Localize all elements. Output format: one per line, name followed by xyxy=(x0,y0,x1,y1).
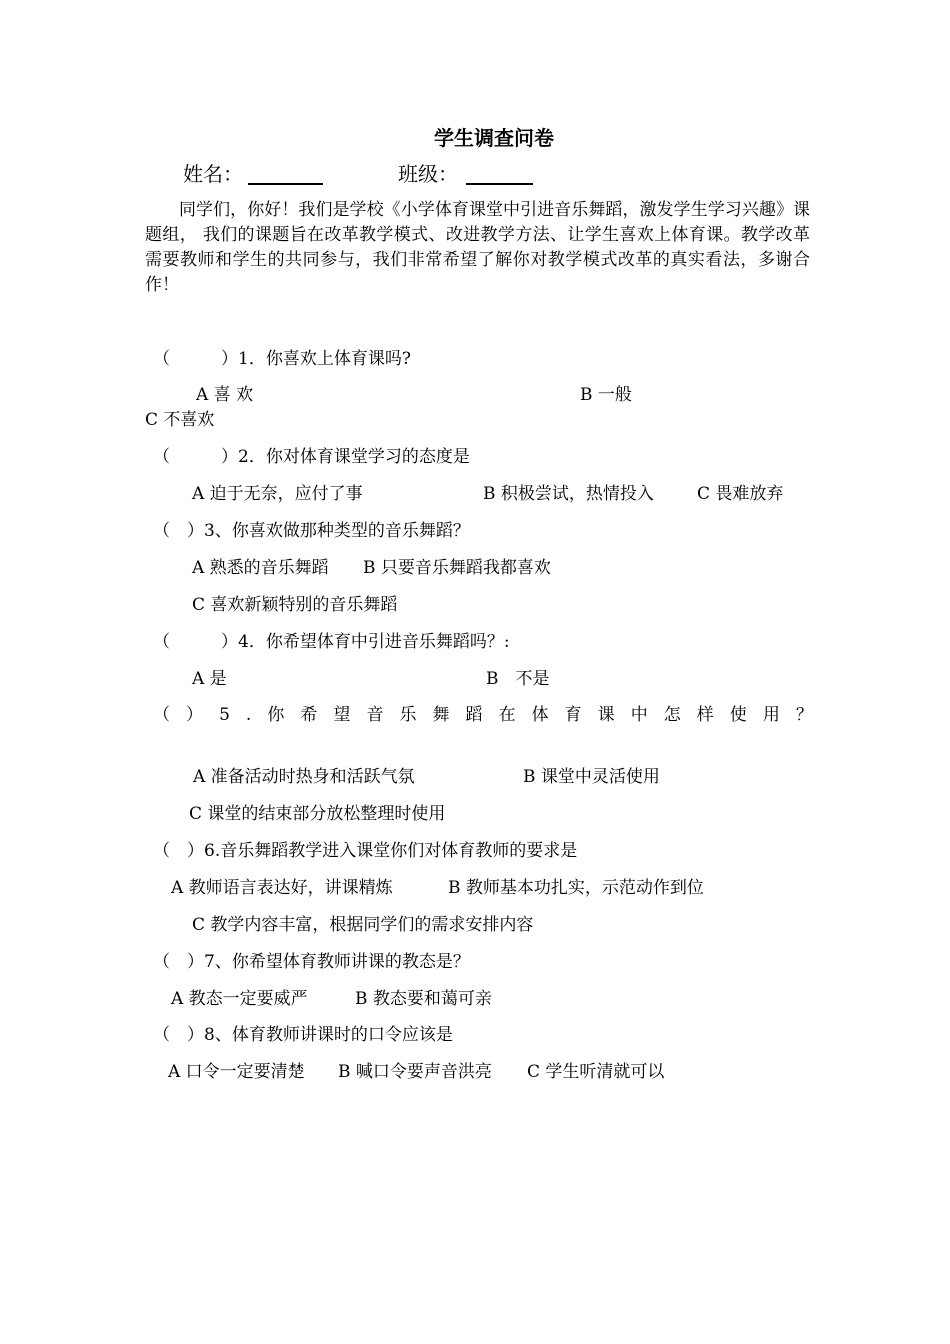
q5-option-b[interactable]: B 课堂中灵活使用 xyxy=(523,767,660,787)
q5-char: 蹈 xyxy=(465,705,483,725)
q5-option-a[interactable]: A 准备活动时热身和活跃气氛 xyxy=(193,767,415,787)
question-5 xyxy=(153,705,813,725)
question-6: （ ）6.音乐舞蹈教学进入课堂你们对体育教师的要求是 xyxy=(153,841,578,861)
question-3: （ ）3、你喜欢做那种类型的音乐舞蹈？ xyxy=(153,521,470,541)
q2-option-a[interactable]: A 迫于无奈，应付了事 xyxy=(192,484,363,504)
q5-char: 望 xyxy=(333,705,351,725)
q5-char: （ xyxy=(153,705,170,725)
q6-option-c[interactable]: C 教学内容丰富，根据同学们的需求安排内容 xyxy=(192,915,534,935)
name-blank[interactable] xyxy=(248,183,323,185)
name-label: 姓名： xyxy=(183,162,243,186)
q5-char: 育 xyxy=(564,705,582,725)
survey-title: 学生调查问卷 xyxy=(434,126,554,150)
question-7: （ ）7、你希望体育教师讲课的教态是？ xyxy=(153,952,470,972)
q1-option-c[interactable]: C 不喜欢 xyxy=(145,410,215,430)
q8-option-a[interactable]: A 口令一定要清楚 xyxy=(168,1062,305,1082)
q1-option-b[interactable]: B 一般 xyxy=(580,385,632,405)
q3-option-c[interactable]: C 喜欢新颖特别的音乐舞蹈 xyxy=(192,595,398,615)
q5-char: 使 xyxy=(729,705,747,725)
q3-option-b[interactable]: B 只要音乐舞蹈我都喜欢 xyxy=(363,558,551,578)
q5-char: 乐 xyxy=(399,705,417,725)
q8-option-c[interactable]: C 学生听清就可以 xyxy=(527,1062,665,1082)
q5-char: 怎 xyxy=(663,705,681,725)
q5-char: 在 xyxy=(498,705,516,725)
q5-char: . xyxy=(245,705,252,725)
q5-char: 舞 xyxy=(432,705,450,725)
q5-char: 中 xyxy=(630,705,648,725)
q5-char: 样 xyxy=(696,705,714,725)
question-1: （ ）1．你喜欢上体育课吗? xyxy=(153,349,411,369)
q2-option-c[interactable]: C 畏难放弃 xyxy=(697,484,784,504)
q5-option-c[interactable]: C 课堂的结束部分放松整理时使用 xyxy=(189,804,446,824)
q5-char: 课 xyxy=(597,705,615,725)
q4-option-b[interactable]: B 不是 xyxy=(486,669,550,689)
class-blank[interactable] xyxy=(466,183,533,185)
question-4: （ ）4．你希望体育中引进音乐舞蹈吗？: xyxy=(153,632,510,652)
q2-option-b[interactable]: B 积极尝试，热情投入 xyxy=(483,484,654,504)
q1-option-a[interactable]: A 喜 欢 xyxy=(196,385,254,405)
q7-option-a[interactable]: A 教态一定要威严 xyxy=(171,989,308,1009)
question-8: （ ）8、体育教师讲课时的口令应该是 xyxy=(153,1025,453,1045)
q5-char: 用 xyxy=(762,705,780,725)
q3-option-a[interactable]: A 熟悉的音乐舞蹈 xyxy=(192,558,329,578)
q8-option-b[interactable]: B 喊口令要声音洪亮 xyxy=(338,1062,492,1082)
q6-option-b[interactable]: B 教师基本功扎实，示范动作到位 xyxy=(448,878,704,898)
class-label: 班级： xyxy=(398,162,458,186)
q4-option-a[interactable]: A 是 xyxy=(192,669,227,689)
q5-char: 音 xyxy=(366,705,384,725)
intro-paragraph: 同学们，你好！我们是学校《小学体育课堂中引进音乐舞蹈，激发学生学习兴趣》课题组， 我们的课题旨在改革教学模式、改进教学方法、让学生喜欢上体育课。教学改革需要教师和学生的共同参与，我们非常希望了解你对教学模式改革的真实看法，多谢合作！ xyxy=(145,200,810,295)
question-2: （ ）2．你对体育课堂学习的态度是 xyxy=(153,447,470,467)
q5-char: 希 xyxy=(300,705,318,725)
q5-char: 5 xyxy=(219,705,230,725)
q6-option-a[interactable]: A 教师语言表达好，讲课精炼 xyxy=(171,878,393,898)
q5-char: ） xyxy=(186,705,204,725)
q5-char: ？ xyxy=(795,705,813,725)
q5-char: 你 xyxy=(267,705,285,725)
q7-option-b[interactable]: B 教态要和蔼可亲 xyxy=(355,989,492,1009)
q5-char: 体 xyxy=(531,705,549,725)
